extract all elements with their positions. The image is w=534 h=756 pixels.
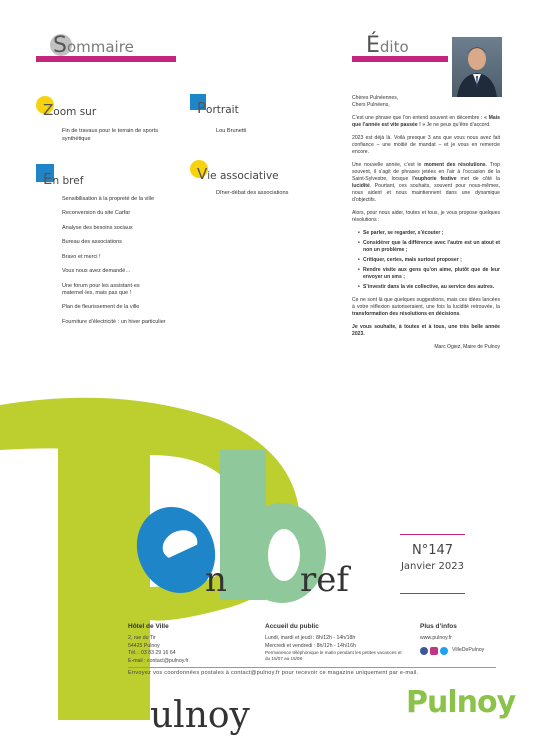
sommaire-initial: S (53, 33, 67, 58)
list-item: • Considérer que la différence avec l’autre est un atout et non un problème ; (358, 240, 500, 254)
bref-title (43, 170, 83, 188)
edito-text (352, 95, 500, 351)
vie-item: Dîner-débat des associations (216, 190, 289, 196)
edito-paragraph: . Pourtant, ces souhaits, souvent pour nous-mêmes, nous aident et nous maintiennent dans une dynamique d’objectifs. (352, 183, 500, 204)
edito-bold: transformation des résolutions en décisions (352, 311, 460, 318)
footer-infos-title: Plus d’infos (420, 623, 457, 630)
edito-wishes: Je vous souhaite, à toutes et à tous, une très belle année 2023. (352, 324, 500, 338)
footer-note: Permanence téléphonique le matin pendant les petites vacances et du 15/07 au 15/08 (265, 650, 402, 662)
list-item: Vous nous avez demandé… (62, 268, 131, 275)
list-item: Bureau des associations (62, 239, 122, 246)
edito-rest: dito (379, 38, 409, 56)
footer-hotel-title: Hôtel de Ville (128, 623, 169, 630)
footer-line: Tél. : 03 83 29 16 64 (128, 650, 176, 657)
list-item: Sensibilisation à la propreté de la ville (62, 196, 155, 202)
social-row (420, 647, 484, 655)
footer-email-link[interactable]: E-mail : contact@pulnoy.fr (128, 658, 189, 665)
list-item: • S’investir dans la vie collective, au service des autres. (358, 284, 500, 291)
edito-bullets (352, 230, 500, 291)
edito-bold: lucidité (352, 183, 370, 190)
zoom-item: Fin de travaux pour le terrain de sports synthétique (62, 128, 159, 142)
edito-paragraph: Une nouvelle année, c’est le (352, 162, 425, 169)
footer-accueil (265, 622, 405, 662)
footer-infos (420, 622, 484, 655)
bref-list (62, 196, 172, 333)
list-item: Reconversion du site Carfar (62, 210, 131, 217)
edito-paragraph: Je ne peux qu’être d’accord. (425, 122, 491, 129)
portrait-title (197, 99, 239, 117)
sommaire-title (53, 33, 134, 58)
sommaire-rest: ommaire (66, 38, 134, 56)
facebook-icon[interactable] (420, 647, 428, 655)
footer-accueil-title: Accueil du public (265, 623, 319, 630)
edito-bold: l’euphorie festive (412, 176, 457, 183)
vie-rest: ie associative (207, 170, 279, 182)
edito-paragraph: . Trop souvent, il s’agit de phrases jetées en l’air à l’occasion de la Saint-Sylvestre, lorsque (352, 162, 500, 183)
edito-paragraph: C’est une phrase que l’on entend souvent en décembre : (352, 115, 483, 122)
list-item: • Rendre visite aux gens qu’on aime, plutôt que de leur envoyer un sms ; (358, 267, 500, 281)
footer-hotel (128, 622, 189, 666)
edito-paragraph: . (459, 311, 461, 318)
edito-paragraph: Alors, pour nous aider, toutes et tous, je vous propose quelques résolutions : (352, 210, 500, 224)
instagram-icon[interactable] (430, 647, 438, 655)
portrait-item: Lou Brunetti (216, 128, 247, 134)
vie-initial: V (197, 165, 208, 183)
bref-initial: E (43, 170, 53, 188)
pulnoy-brand: Pulnoy (406, 685, 516, 720)
edito-paragraph: met de côté la (456, 176, 500, 183)
portrait-initial: P (197, 99, 207, 117)
list-item: Fourniture d’électricité : un hiver particulier (62, 318, 166, 325)
twitter-icon[interactable] (440, 647, 448, 655)
zoom-rest: oom sur (53, 106, 97, 118)
vie-title (197, 165, 279, 183)
footer-divider (128, 667, 496, 668)
social-handle: VilleDePulnoy (452, 646, 485, 653)
pebref-logo (0, 395, 360, 756)
footer-line: 2, rue du Tir (128, 634, 156, 641)
portrait-rest: ortrait (206, 104, 239, 116)
edito-initial: É (366, 33, 380, 58)
edito-greeting: Chères Pulnéennes, (352, 95, 399, 101)
footer-line: 54425 Pulnoy (128, 642, 160, 649)
list-item: Plan de fleurissement de la ville (62, 304, 140, 311)
issue-date: Janvier 2023 (400, 561, 464, 572)
zoom-title (43, 101, 96, 119)
issue-box (400, 534, 465, 594)
issue-number: N°147 (411, 543, 454, 558)
logo-letter-n: n (205, 560, 227, 600)
footer-line: Lundi, mardi et jeudi : 8h/12h - 14h/18h (265, 634, 356, 641)
edito-title (366, 33, 409, 58)
zoom-initial: Z (43, 101, 54, 119)
newsletter-text: Envoyez vos coordonnées postales à contact@pulnoy.fr pour recevoir ce magazine uniquement par e-mail. (128, 670, 419, 676)
bref-rest: n bref (52, 175, 84, 187)
logo-word-ulnoy: ulnoy (150, 695, 250, 736)
website-link[interactable]: www.pulnoy.fr (420, 634, 452, 641)
list-item: • Critiquer, certes, mais surtout proposer ; (358, 257, 500, 264)
edito-signature: Marc Ogiez, Maire de Pulnoy (434, 344, 500, 351)
list-item: Bravo et merci ! (62, 253, 101, 260)
list-item: Analyse des besoins sociaux (62, 224, 133, 231)
edito-paragraph: 2023 est déjà là. Voilà presque 3 ans que vous nous avez fait confiance – une moitié de mandat – et je vous en remercie encore. (352, 135, 500, 156)
edito-bold: « Mais que l’année est vite passée ! » (352, 115, 501, 129)
edito-bold: moment des résolutions (424, 162, 486, 169)
list-item: Une forum pour les assistant·es maternel·les, mais pas que ! (62, 282, 140, 296)
edito-greeting: Chers Pulnéens, (352, 102, 390, 109)
list-item: • Se parler, se regarder, s’écouter ; (358, 230, 500, 237)
mayor-photo (452, 37, 502, 97)
logo-letter-ref: ref (300, 560, 349, 600)
footer-line: Mercredi et vendredi : 8h/12h - 14h/16h (265, 642, 356, 649)
edito-paragraph: Ce ne sont là que quelques suggestions, mais ces idées lancées à votre réflexion autoriseraient, une fois la lucidité retrouvée, la (352, 297, 500, 311)
